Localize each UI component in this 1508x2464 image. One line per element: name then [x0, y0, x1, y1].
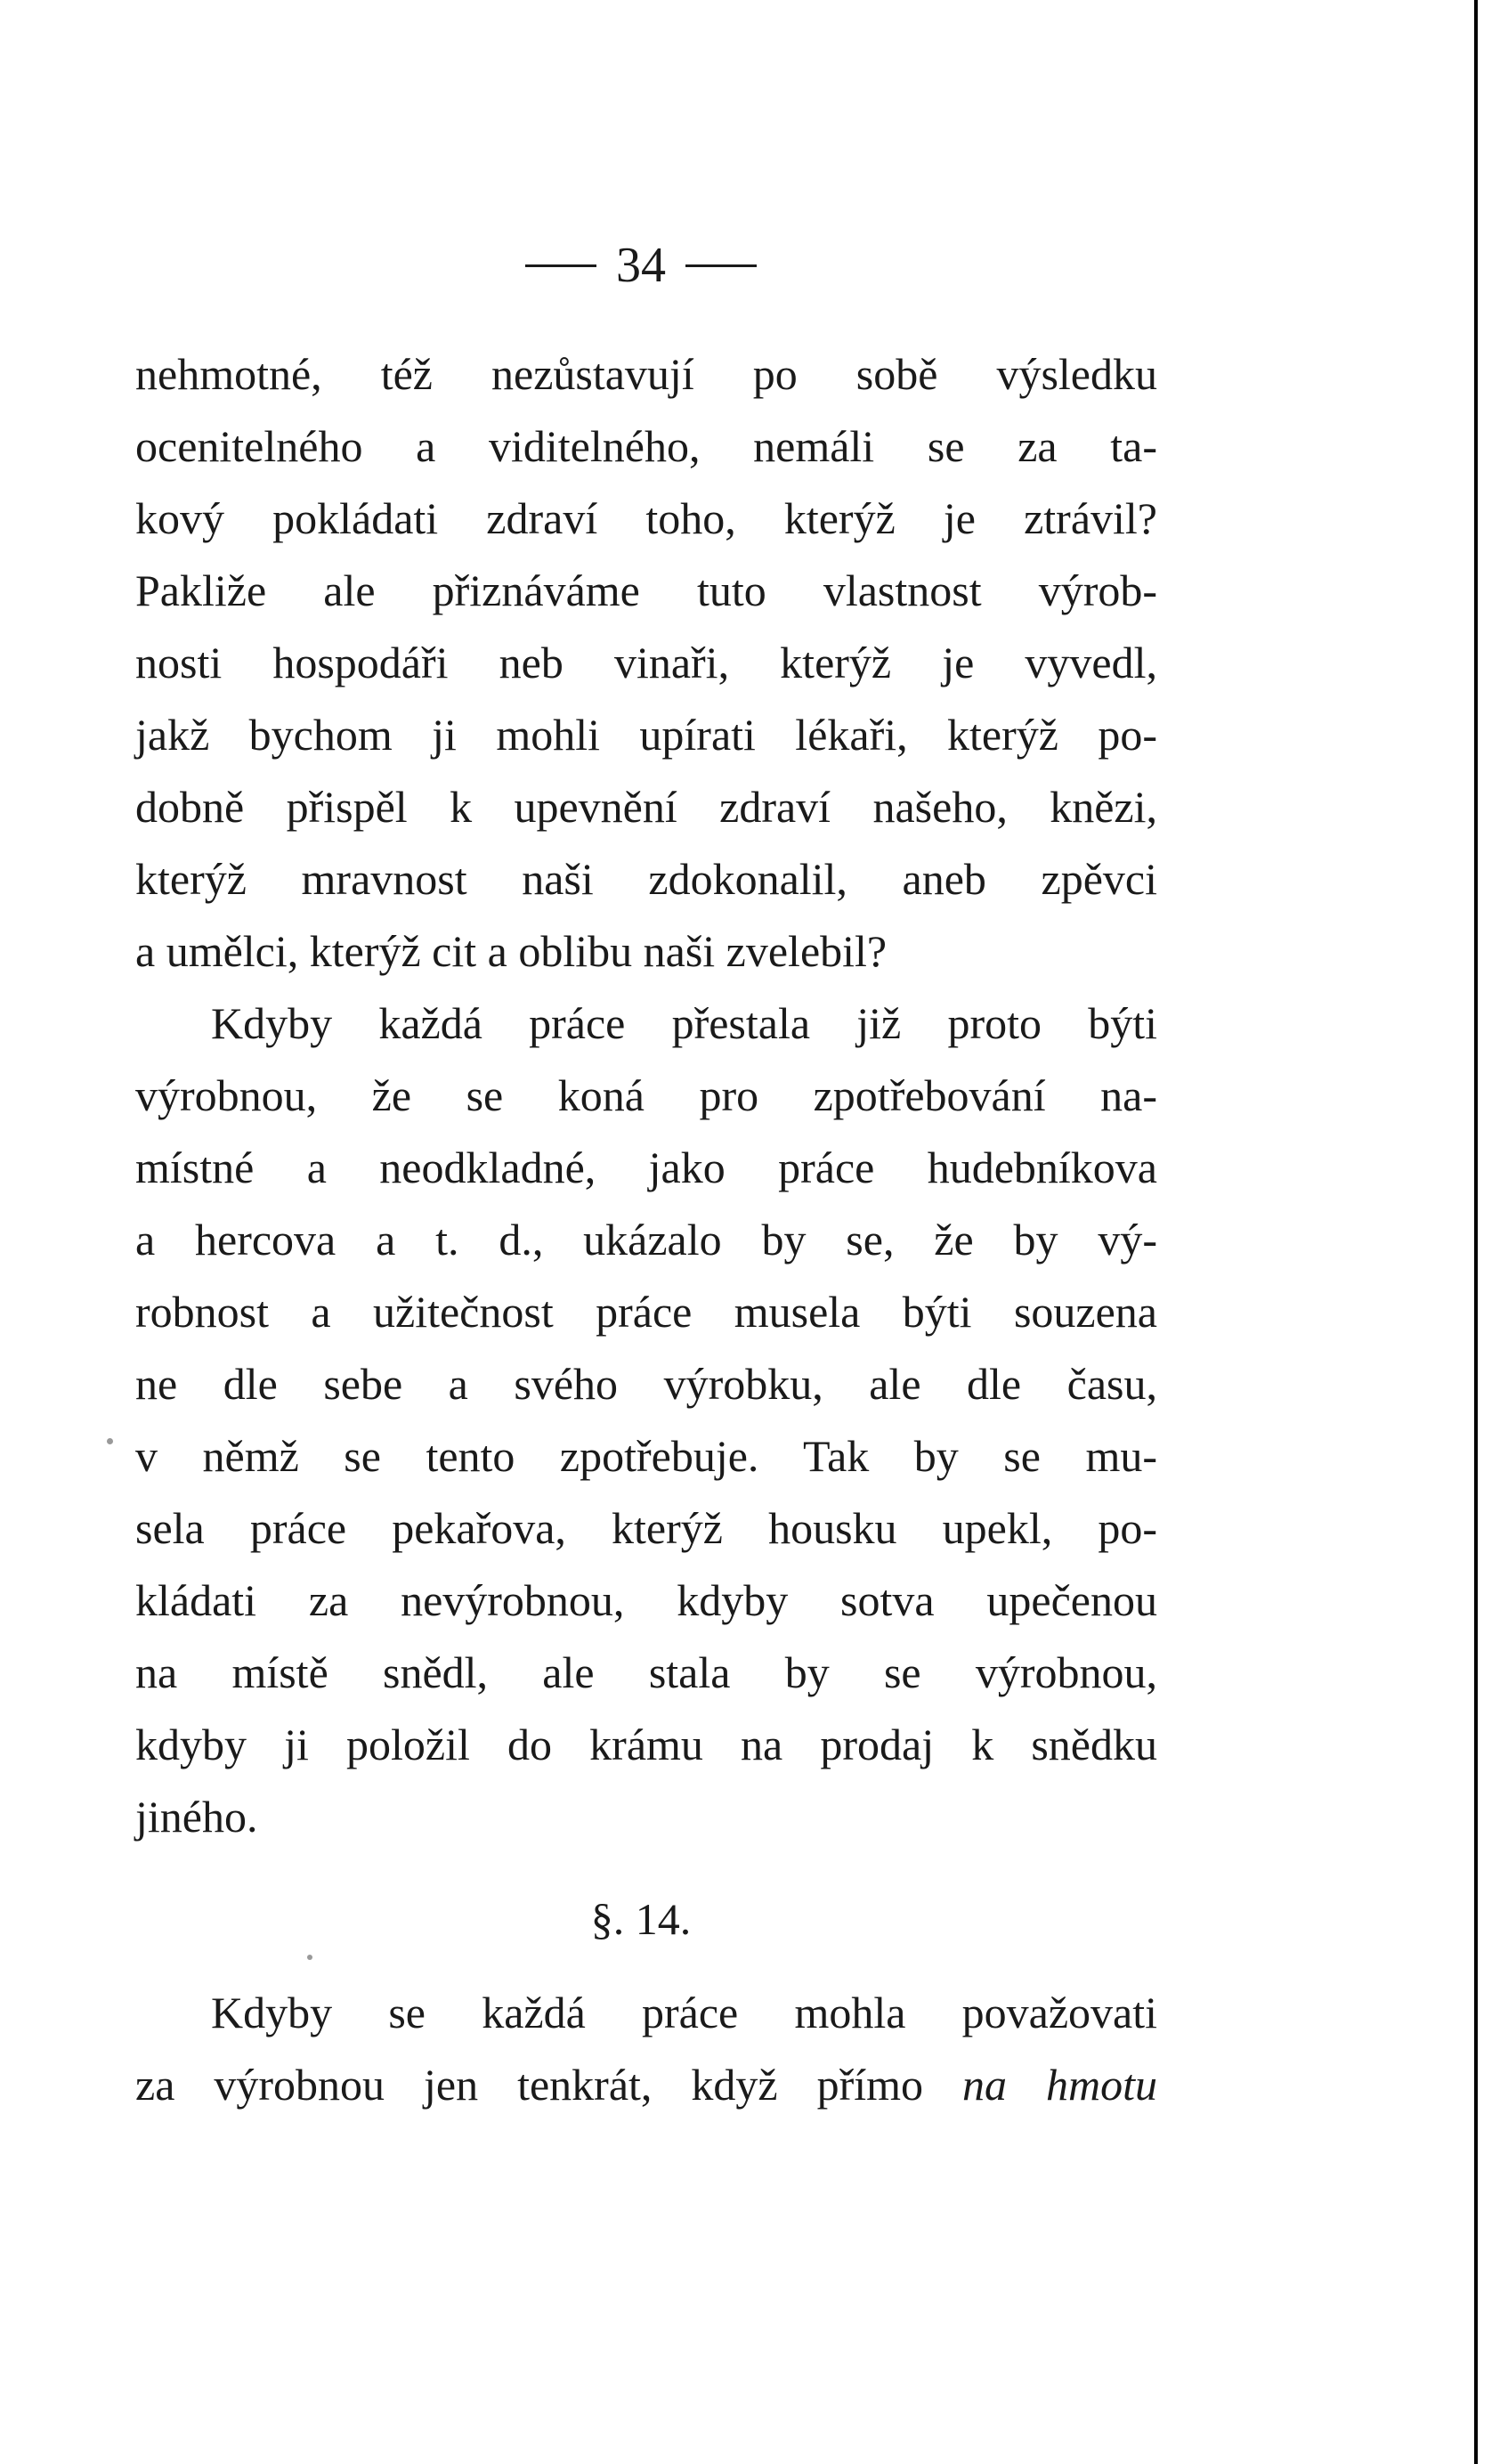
text-line: sela práce pekařova, kterýž housku upekl, po- — [135, 1503, 1157, 1553]
text-line: nosti hospodáři neb vinaři, kterýž je vyvedl, — [135, 638, 1157, 687]
italic-text: na hmotu — [962, 2060, 1158, 2110]
text-line: místné a neodkladné, jako práce hudebníkova — [135, 1143, 1157, 1192]
text-line: kládati za nevýrobnou, kdyby sotva upečenou — [135, 1575, 1157, 1625]
text-line: Kdyby každá práce přestala již proto býti — [211, 998, 1157, 1048]
header-dash-left — [525, 264, 596, 267]
body-text-continued — [135, 1977, 1157, 2121]
page-edge — [1474, 0, 1478, 2464]
text-line: robnost a užitečnost práce musela býti souzena — [135, 1287, 1157, 1337]
text-line: v němž se tento zpotřebuje. Tak by se mu- — [135, 1431, 1157, 1481]
text-line: a umělci, kterýž cit a oblibu naši zvelebil? — [135, 926, 888, 976]
text-line: dobně přispěl k upevnění zdraví našeho, knězi, — [135, 782, 1157, 832]
page-number: 34 — [616, 238, 666, 293]
text-line: ocenitelného a viditelného, nemáli se za ta- — [135, 421, 1157, 471]
page-header — [0, 238, 1282, 293]
body-text — [135, 338, 1157, 1853]
text-line: kový pokládati zdraví toho, kterýž je ztrávil? — [135, 493, 1157, 543]
text-line: jakž bychom ji mohli upírati lékaři, kterýž po- — [135, 710, 1157, 760]
text-line: jiného. — [135, 1792, 258, 1842]
text-line — [135, 2049, 1157, 2121]
text-line: nehmotné, též nezůstavují po sobě výsledku — [135, 349, 1157, 399]
text-line-start: za výrobnou jen tenkrát, když přímo — [135, 2060, 924, 2110]
text-line: ne dle sebe a svého výrobku, ale dle času, — [135, 1359, 1157, 1409]
text-line: a hercova a t. d., ukázalo by se, že by vý- — [135, 1215, 1157, 1265]
text-line: kterýž mravnost naši zdokonalil, aneb zpěvci — [135, 854, 1157, 904]
text-line: Kdyby se každá práce mohla považovati — [211, 1988, 1157, 2037]
text-line: na místě snědl, ale stala by se výrobnou, — [135, 1647, 1157, 1697]
text-line: Pakliže ale přiznáváme tuto vlastnost výrob- — [135, 565, 1157, 615]
text-line: kdyby ji položil do krámu na prodaj k snědku — [135, 1720, 1157, 1769]
paper-speck — [107, 1438, 113, 1444]
text-line: výrobnou, že se koná pro zpotřebování na- — [135, 1070, 1157, 1120]
paper-speck — [307, 1955, 312, 1960]
section-heading: §. 14. — [590, 1894, 692, 1944]
header-dash-right — [685, 264, 757, 267]
